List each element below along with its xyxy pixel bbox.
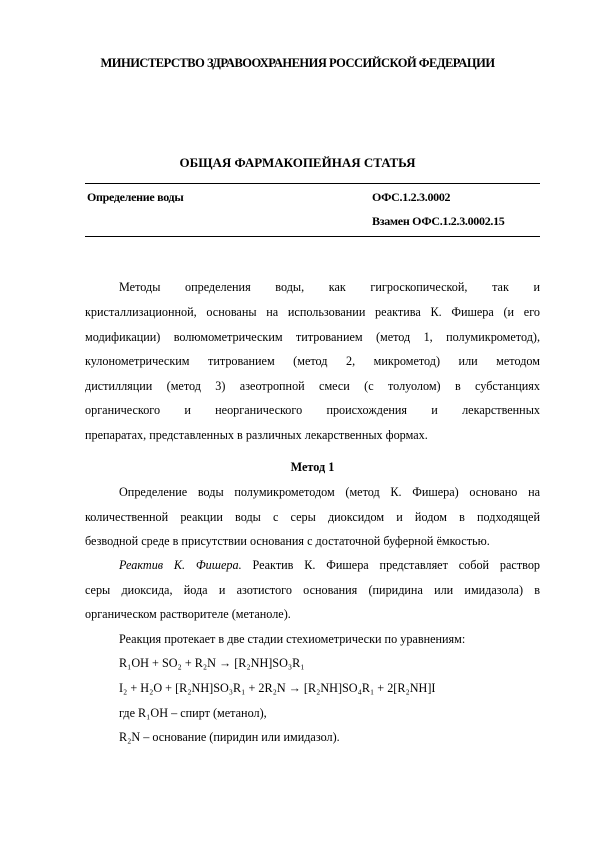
intro-line: препаратах, представленных в различных лекарственных формах. [85,428,428,442]
definition-base: R₂N – основание (пиридин или имидазол). [119,730,340,744]
reagent-line [119,557,540,573]
reagent-label: Реактив К. Фишера. [119,558,242,572]
document-type-title: ОБЩАЯ ФАРМАКОПЕЙНАЯ СТАТЬЯ [179,155,416,170]
definition-alcohol: где R₁OH – спирт (метанол), [119,706,267,720]
method-para-line: Определение воды полумикрометодом (метод К. Фишера) основано на [119,485,540,499]
intro-line: дистилляции (метод 3) азеотропной смеси (с толуолом) в субстанциях [85,379,540,393]
method-para-line: количественной реакции воды с серы диоксидом и йодом в подходящей [85,510,540,524]
top-divider [85,183,540,184]
reagent-text: Реактив К. Фишера представляет собой раствор [252,558,541,572]
equation-1: R₁OH + SO₂ + R₂N → [R₂NH]SO₃R₁ [119,656,305,670]
equation-2: I₂ + H₂O + [R₂NH]SO₃R₁ + 2R₂N → [R₂NH]SO₄R₁ + 2[R₂NH]I [119,681,436,695]
method-heading: Метод 1 [290,460,335,474]
intro-line: кристаллизационной, основаны на использовании реактива К. Фишера (и его [85,305,540,319]
ministry-header: МИНИСТЕРСТВО ЗДРАВООХРАНЕНИЯ РОССИЙСКОЙ ФЕДЕРАЦИИ [100,56,495,70]
article-replaces: Взамен ОФС.1.2.3.0002.15 [372,214,505,228]
intro-line: модификации) волюмометрическим титрованием (метод 1, полумикрометод), [85,330,540,344]
intro-line: органического и неорганического происхождения и лекарственных [85,403,540,417]
reaction-intro: Реакция протекает в две стадии стехиометрически по уравнениям: [119,632,466,646]
article-code: ОФС.1.2.3.0002 [372,190,451,204]
article-subject: Определение воды [87,190,184,204]
method-para-line: безводной среде в присутствии основания с достаточной буферной ёмкостью. [85,534,490,548]
bottom-divider [85,236,540,237]
intro-line: Методы определения воды, как гигроскопической, так и [119,280,540,294]
reagent-line: органическом растворителе (метаноле). [85,607,291,621]
intro-line: кулонометрическим титрованием (метод 2, микрометод) или методом [85,354,540,368]
reagent-line: серы диоксида, йода и азотистого основания (пиридина или имидазола) в [85,583,540,597]
